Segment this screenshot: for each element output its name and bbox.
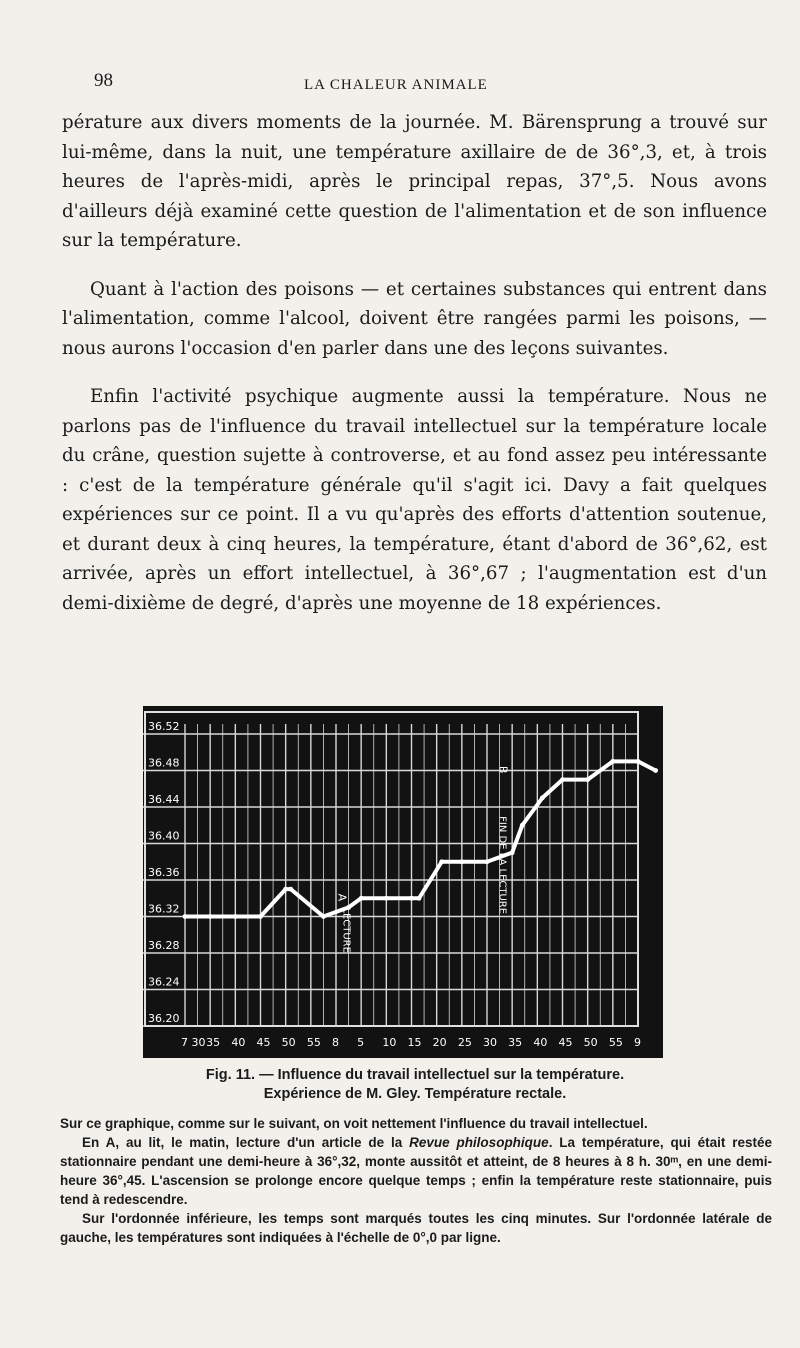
x-tick-label: 55 (608, 1036, 623, 1049)
x-tick-label: 35 (206, 1036, 221, 1049)
y-tick-label: 36.40 (148, 829, 180, 843)
data-point (417, 896, 422, 901)
x-tick-label: 20 (432, 1036, 447, 1049)
journal-title: Revue philosophique (409, 1135, 549, 1150)
x-tick-label: 40 (231, 1036, 246, 1049)
y-tick-label: 36.36 (148, 866, 180, 879)
x-tick-label: 55 (306, 1036, 321, 1049)
x-tick-label: 40 (533, 1036, 548, 1049)
notes-paragraph-1: Sur ce graphique, comme sur le suivant, on voit nettement l'influence du travail intellectuel. (60, 1116, 648, 1131)
y-tick-label: 36.52 (148, 720, 180, 733)
data-point (610, 759, 615, 764)
data-point (439, 859, 444, 864)
notes-p2-after: . La température, qui était restée stationnaire pendant une demi-heure à 36°,32, monte aussitôt et atteint, de 8 heures à 8 h. 30ᵐ, en une demi-heure 36°,45. L'ascension se prolonge encore quelque temps ; enfin la température reste stationnaire, puis tend à redescendre. (60, 1135, 772, 1207)
y-tick-label: 36.44 (148, 793, 180, 806)
x-tick-label: 30 (483, 1036, 497, 1049)
data-point (359, 896, 364, 901)
data-point (409, 896, 414, 901)
data-point (459, 859, 464, 864)
data-point (585, 777, 590, 782)
data-point (321, 914, 326, 919)
x-tick-label: 15 (407, 1036, 422, 1049)
data-point (183, 914, 188, 919)
notes-p2-before: En A, au lit, le matin, lecture d'un article de la (82, 1135, 410, 1150)
figure-chart (143, 706, 663, 1058)
notes-paragraph-3: Sur l'ordonnée inférieure, les temps sont marqués toutes les cinq minutes. Sur l'ordonnée latérale de gauche, les températures sont indiquées à l'échelle de 0°,0 par ligne. (60, 1211, 772, 1245)
x-tick-label: 25 (457, 1036, 472, 1049)
data-point (636, 759, 641, 764)
y-tick-label: 36.48 (148, 756, 180, 770)
data-point (288, 887, 293, 892)
caption-line-1: Fig. 11. — Influence du travail intellectuel sur la température. (205, 1067, 625, 1083)
data-point (384, 896, 389, 901)
annotation-b: B (496, 765, 510, 774)
notes-paragraph-2 (60, 1133, 772, 1209)
x-tick-label: 7 30 (181, 1036, 206, 1049)
x-tick-label: 10 (382, 1036, 397, 1049)
paragraph-2: Quant à l'action des poisons — et certaines substances qui entrent dans l'alimentation, comme l'alcool, doivent être rangées parmi les poisons, — nous aurons l'occasion d'en parler dans une des leçons suivantes. (62, 278, 767, 359)
x-tick-label: 50 (281, 1036, 296, 1049)
data-point (208, 914, 213, 919)
annotation-fin-lecture: FIN DE LA LECTURE (496, 816, 508, 915)
figure-caption (60, 1066, 770, 1104)
body-text (62, 108, 767, 637)
data-point (653, 768, 658, 773)
running-head: LA CHALEUR ANIMALE (304, 77, 488, 93)
figure-notes (60, 1114, 772, 1247)
y-tick-label: 36.32 (148, 902, 180, 916)
caption-line-2: Expérience de M. Gley. Température rectale. (263, 1086, 567, 1102)
data-point (540, 795, 545, 800)
data-point (520, 823, 525, 828)
page-number: 98 (94, 70, 113, 91)
data-point (560, 777, 565, 782)
temperature-chart (143, 706, 663, 1058)
paragraph-1: pérature aux divers moments de la journée. M. Bärensprung a trouvé sur lui-même, dans la nuit, une température axillaire de de 36°,3, et, à trois heures de l'après-midi, après le principal repas, 37°,5. Nous avons d'ailleurs déjà examiné cette question de l'alimentation et de son influence sur la température. (62, 112, 767, 251)
data-point (233, 914, 238, 919)
data-point (258, 914, 263, 919)
x-tick-label: 35 (508, 1036, 523, 1049)
chart-background (143, 706, 663, 1058)
x-tick-label: 45 (256, 1036, 271, 1049)
x-tick-label: 9 (634, 1036, 641, 1049)
y-tick-label: 36.24 (148, 975, 180, 989)
data-point (485, 859, 490, 864)
annotation-a: A (335, 893, 349, 902)
x-tick-label: 45 (558, 1036, 573, 1049)
data-point (283, 887, 288, 892)
paragraph-3: Enfin l'activité psychique augmente aussi la température. Nous ne parlons pas de l'influence du travail intellectuel sur la température locale du crâne, question sujette à controverse, et au fond assez peu intéressante : c'est de la température générale qu'il s'agit ici. Davy a fait quelques expériences sur ce point. Il a vu qu'après des efforts d'attention soutenue, et durant deux à cinq heures, la température, étant d'abord de 36°,62, est arrivée, après un effort intellectuel, à 36°,67 ; l'augmentation est d'un demi-dixième de degré, d'après une moyenne de 18 expériences. (62, 386, 767, 614)
x-tick-label: 5 (357, 1036, 365, 1049)
y-tick-label: 36.28 (148, 939, 180, 952)
data-point (510, 850, 515, 855)
page-header (94, 70, 754, 100)
x-tick-label: 50 (583, 1036, 598, 1049)
x-tick-label: 8 (332, 1036, 339, 1049)
annotation-lecture: LECTURE (340, 907, 352, 953)
y-tick-label: 36.20 (148, 1012, 180, 1025)
